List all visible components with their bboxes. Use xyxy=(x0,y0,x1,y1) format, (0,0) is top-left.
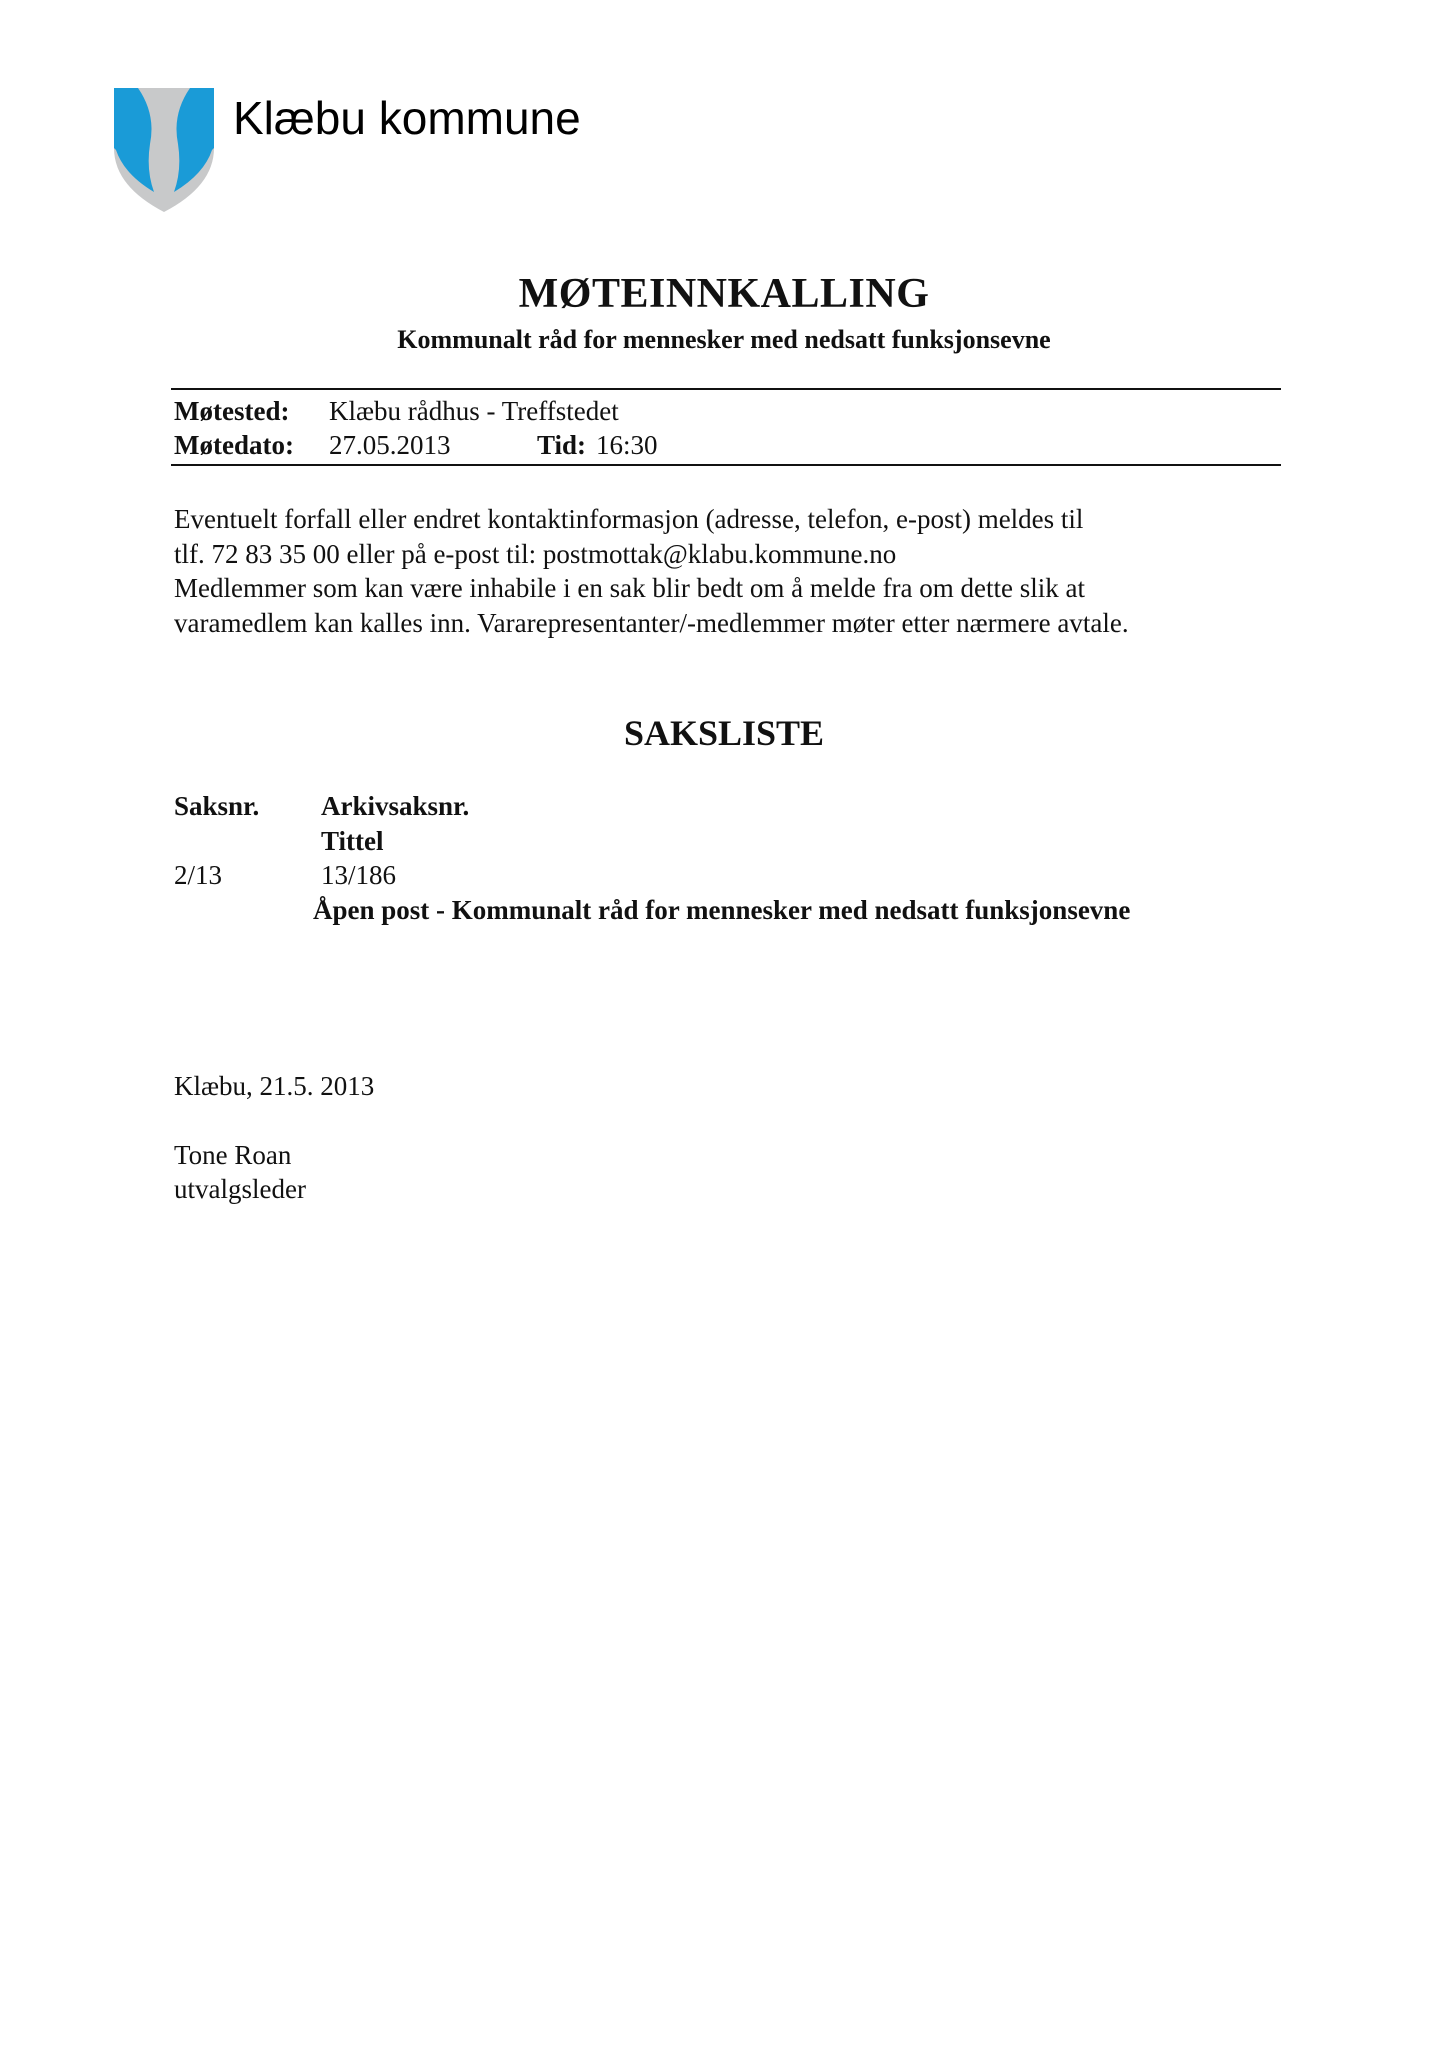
meeting-time-label: Tid: xyxy=(537,430,587,460)
meeting-time-value: 16:30 xyxy=(596,430,658,460)
agenda-header-title: Tittel xyxy=(321,825,384,856)
organization-name: Klæbu kommune xyxy=(233,92,581,144)
meeting-date-value: 27.05.2013 xyxy=(329,430,451,460)
info-line: Eventuelt forfall eller endret kontaktinformasjon (adresse, telefon, e-post) meldes til xyxy=(174,504,1084,534)
document-title: MØTEINNKALLING xyxy=(518,271,930,317)
agenda-item-row xyxy=(174,858,1284,893)
document-subtitle: Kommunalt råd for mennesker med nedsatt funksjonsevne xyxy=(397,325,1051,354)
meeting-place-value: Klæbu rådhus - Treffstedet xyxy=(329,396,619,426)
agenda-item-title: Åpen post - Kommunalt råd for mennesker med nedsatt funksjonsevne xyxy=(313,894,1131,925)
agenda-item-archive-no: 13/186 xyxy=(321,860,397,890)
agenda-table xyxy=(174,789,1284,927)
info-paragraph xyxy=(174,502,1294,640)
agenda-item-case-no: 2/13 xyxy=(174,860,223,890)
meeting-place-label: Møtested: xyxy=(174,396,290,426)
closing-place-date: Klæbu, 21.5. 2013 xyxy=(174,1071,375,1101)
signer-name: Tone Roan xyxy=(174,1140,292,1170)
info-line: Medlemmer som kan være inhabile i en sak blir bedt om å melde fra om dette slik at xyxy=(174,573,1085,603)
meeting-date-row xyxy=(174,428,658,462)
agenda-header-case-no: Saksnr. xyxy=(174,791,260,821)
coat-of-arms-logo xyxy=(112,86,216,214)
info-line: tlf. 72 83 35 00 eller på e-post til: postmottak@klabu.kommune.no xyxy=(174,538,897,569)
info-line: varamedlem kan kalles inn. Vararepresentanter/-medlemmer møter etter nærmere avtale. xyxy=(174,607,1129,638)
agenda-item-row xyxy=(174,893,1284,928)
meeting-place-row xyxy=(174,394,619,428)
divider-top xyxy=(171,388,1281,390)
agenda-header-archive-no: Arkivsaksnr. xyxy=(321,791,470,821)
agenda-title: SAKSLISTE xyxy=(623,713,825,753)
meeting-date-label: Møtedato: xyxy=(174,430,294,460)
signer-role: utvalgsleder xyxy=(174,1174,306,1204)
divider-bottom xyxy=(171,464,1281,466)
agenda-header-row xyxy=(174,824,1284,859)
agenda-header-row xyxy=(174,789,1284,824)
